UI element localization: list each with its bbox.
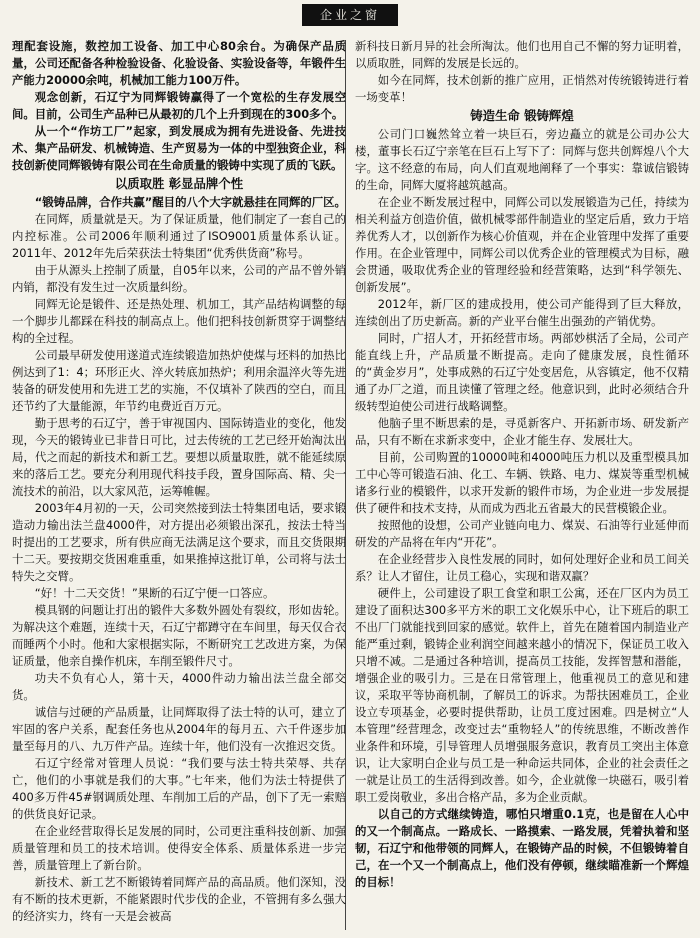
article-paragraph: 他脑子里不断思索的是，寻觅新客户、开拓新市场、研发新产品，只有不断在求新求变中，企业才能生存、发展壮大。 — [355, 416, 689, 447]
article-paragraph: 按照他的设想，公司产业链向电力、煤炭、石油等行业延伸而研发的产品将在年内“开花”。 — [355, 518, 689, 549]
article-paragraph: 新科技日新月异的社会所淘汰。他们也用自己不懈的努力证明着，以质取胜，同辉的发展是长远的。 — [355, 39, 689, 70]
article-paragraph: 以自己的方式继续铸造，哪怕只增重0.1克，也是留在人心中的又一个制高点。一路成长、一路摸索、一路发展，凭着执着和坚韧，石辽宁和他带领的同辉人，在锻铸产品的时候，不但锻铸着自己，在一个又一个制高点上，他们没有停顿，继续瞄准新一个辉煌的目标！ — [355, 807, 689, 889]
article-paragraph: 功夫不负有心人，第十天，4000件动力输出法兰盘全部交货。 — [12, 671, 346, 702]
article-paragraph: 在企业经营取得长足发展的同时，公司更注重科技创新、加强质量管理和员工的技术培训。使得安全体系、质量体系进一步完善，质量管理上了新台阶。 — [12, 824, 346, 872]
article-paragraph: “锻铸品牌，合作共赢”醒目的八个大字就悬挂在同辉的厂区。 — [34, 195, 346, 209]
article-paragraph: 公司最早研发使用遂道式连续锻造加热炉使煤与坯料的加热比例达到了1：4；环形正火、淬火转底加热炉；利用余温淬火等先进装备的研发使用和先进工艺的实施，不仅填补了陕西的空白，而且还节约了大量能源，年节约电费近百万元。 — [12, 348, 346, 413]
section-heading: 以质取胜 彰显品牌个性 — [114, 176, 244, 191]
article-paragraph: 观念创新，石辽宁为同辉锻铸赢得了一个宽松的生存发展空间。目前，公司生产品种已从最初的几个上升到现在的300多个。 — [12, 90, 346, 121]
article-paragraph: 目前，公司购置的10000吨和4000吨压力机以及重型模具加工中心等可锻造石油、化工、车辆、铁路、电力、煤炭等重型机械诸多行业的模锻件，以求开发新的锻件市场，为企业进一步发展提供了硬件和技术支持，从而成为西北五省最大的民营模锻企业。 — [355, 450, 689, 515]
article-paragraph: 如今在同辉，技术创新的推广应用，正悄然对传统锻铸进行着一场变革！ — [355, 73, 689, 104]
article-paragraph: “好！十二天交货！”果断的石辽宁便一口答应。 — [34, 586, 275, 600]
article-paragraph: 诚信与过硬的产品质量，让同辉取得了法士特的认可，建立了牢固的客户关系，配套任务也从2004年的每月五、六千件逐步加量至每月的八、九万件产品。连续十年，他们没有一次推迟交货。 — [12, 705, 346, 753]
article-paragraph: 在企业不断发展过程中，同辉公司以发展锻造为己任，持续为相关利益方创造价值，做机械零部件制造业的坚定后盾，致力于培养优秀人才，以创新作为核心价值观，并在企业管理中发挥了重要作用。在企业管理中，同辉公司以优秀企业的管理模式为目标，融会贯通，吸取优秀企业的管理经验和经营策略，达到“科学领先、创新发展”。 — [355, 195, 689, 294]
article-paragraph: 从一个“作坊工厂”起家，到发展成为拥有先进设备、先进技术、集产品研发、机械铸造、生产贸易为一体的中型独资企业，科技创新使同辉锻铸有限公司在生命质量的锻铸中实现了质的飞跃。 — [12, 124, 346, 172]
article-paragraph: 勤于思考的石辽宁，善于审视国内、国际铸造业的变化，他发现，今天的锻铸业已非昔日可比，过去传统的工艺已经开始淘汰出局，代之而起的新技术和新工艺。要想以质量取胜，就不能延续原来的落后工艺。要充分利用现代科技手段，置身国际高、精、尖一流技术的前沿，以大家风范，运筹帷幄。 — [12, 416, 346, 498]
article-paragraph: 硬件上，公司建设了职工食堂和职工公寓，还在厂区内为员工建设了面积达300多平方米的职工文化娱乐中心，让下班后的职工不出厂门就能找到回家的感觉。软件上，首先在随着国内制造业产能严重过剩，锻铸企业利润空间越来越小的情况下，保证员工收入只增不减。二是通过各种培训，提高员工技能，发挥智慧和潜能，增强企业的吸引力。三是在日常管理上，他重视员工的意见和建议，采取平等协商机制，了解员工的诉求。为帮扶困难员工，企业设立专项基金，必要时提供帮助，让员工度过困难。四是树立“人本管理”经营理念，改变过去“重物轻人”的传统思维，不断改善作业条件和环境，引导管理人员增强服务意识，教育员工突出主体意识，让大家明白企业与员工是一种命运共同体，企业的社会责任之一就是让员工的生活得到改善。如今，企业就像一块磁石，吸引着职工爱岗敬业，多出合格产品，多为企业贡献。 — [355, 586, 689, 804]
article-paragraph: 新技术、新工艺不断锻铸着同辉产品的高品质。他们深知，没有不断的技术更新，不能紧跟时代步伐的企业，不管拥有多么强大的经济实力，终有一天是会被高 — [12, 875, 346, 923]
article-paragraph: 由于从源头上控制了质量，自05年以来，公司的产品不曾外销内销，都没有发生过一次质量纠纷。 — [12, 263, 346, 294]
article-paragraph: 在同辉，质量就是天。为了保证质量，他们制定了一套自己的内控标准。公司2006年顺利通过了ISO9001质量体系认证。2011年、2012年先后荣获法士特集团“优秀供货商”称号。 — [12, 212, 346, 260]
article-paragraph: 理配套设施，数控加工设备、加工中心80余台。为确保产品质量，公司还配备各种检验设备、化验设备、实验设备等，年锻件生产能力20000余吨，机械加工能力100万件。 — [12, 39, 346, 87]
article-paragraph: 2003年4月初的一天，公司突然接到法士特集团电话，要求锻造动力输出法兰盘4000件，对方提出必须锻出深孔，按法士特当时提出的工艺要求，所有供应商无法满足这个要求，而且交货限期十二天。要按期交货困难重重，如果推掉这批订单，公司将与法士特失之交臂。 — [12, 501, 346, 583]
article-paragraph: 2012年，新厂区的建成投用，使公司产能得到了巨大释放，连续创出了历史新高。新的产业平台催生出强劲的产销优势。 — [355, 297, 689, 328]
section-heading: 铸造生命 锻铸辉煌 — [470, 108, 574, 123]
right-column — [355, 38, 689, 891]
section-banner: 企业之窗 — [302, 4, 398, 26]
left-column — [12, 38, 346, 925]
article-paragraph: 石辽宁经常对管理人员说：“我们要与法士特共荣辱、共存亡，他们的小事就是我们的大事。”七年来，他们为法士特提供了400多万件45#钢调质处理、车削加工后的产品，创下了无一索赔的供货良好记录。 — [12, 756, 346, 821]
article-paragraph: 模具钢的问题让打出的锻件大多数外圆处有裂纹，形如齿轮。为解决这个难题，连续十天，石辽宁都蹲守在车间里，每天仅合衣而睡两个小时。他和大家根据实际，不断研究工艺改进方案，为保证质量，他亲自操作机床，车削至锻件尺寸。 — [12, 603, 346, 668]
article-paragraph: 公司门口巍然耸立着一块巨石，旁边矗立的就是公司办公大楼，董事长石辽宁亲笔在巨石上写下了：同辉与您共创辉煌八个大字。这不经意的布局，向人们直观地阐释了一个事实：靠诚信锻铸的生命，同辉大厦将越筑越高。 — [355, 127, 689, 192]
article-paragraph: 同时，广招人才，开拓经营市场。两部妙棋活了全局，公司产能直线上升，产品质量不断提高。走向了健康发展，良性循环的“黄金岁月”，处事成熟的石辽宁处变居危，从容镇定，他不仅精通了办厂之道，而且读懂了管理之经。他意识到，此时必须结合升级转型迫使公司进行战略调整。 — [355, 331, 689, 413]
article-paragraph: 同辉无论是锻件、还是热处理、机加工，其产品结构调整的每一个脚步儿都踩在科技的制高点上。他们把科技创新贯穿于调整结构的全过程。 — [12, 297, 346, 345]
article-paragraph: 在企业经营步入良性发展的同时，如何处理好企业和员工间关系？让人才留住，让员工稳心，实现和谐双赢？ — [355, 552, 689, 583]
